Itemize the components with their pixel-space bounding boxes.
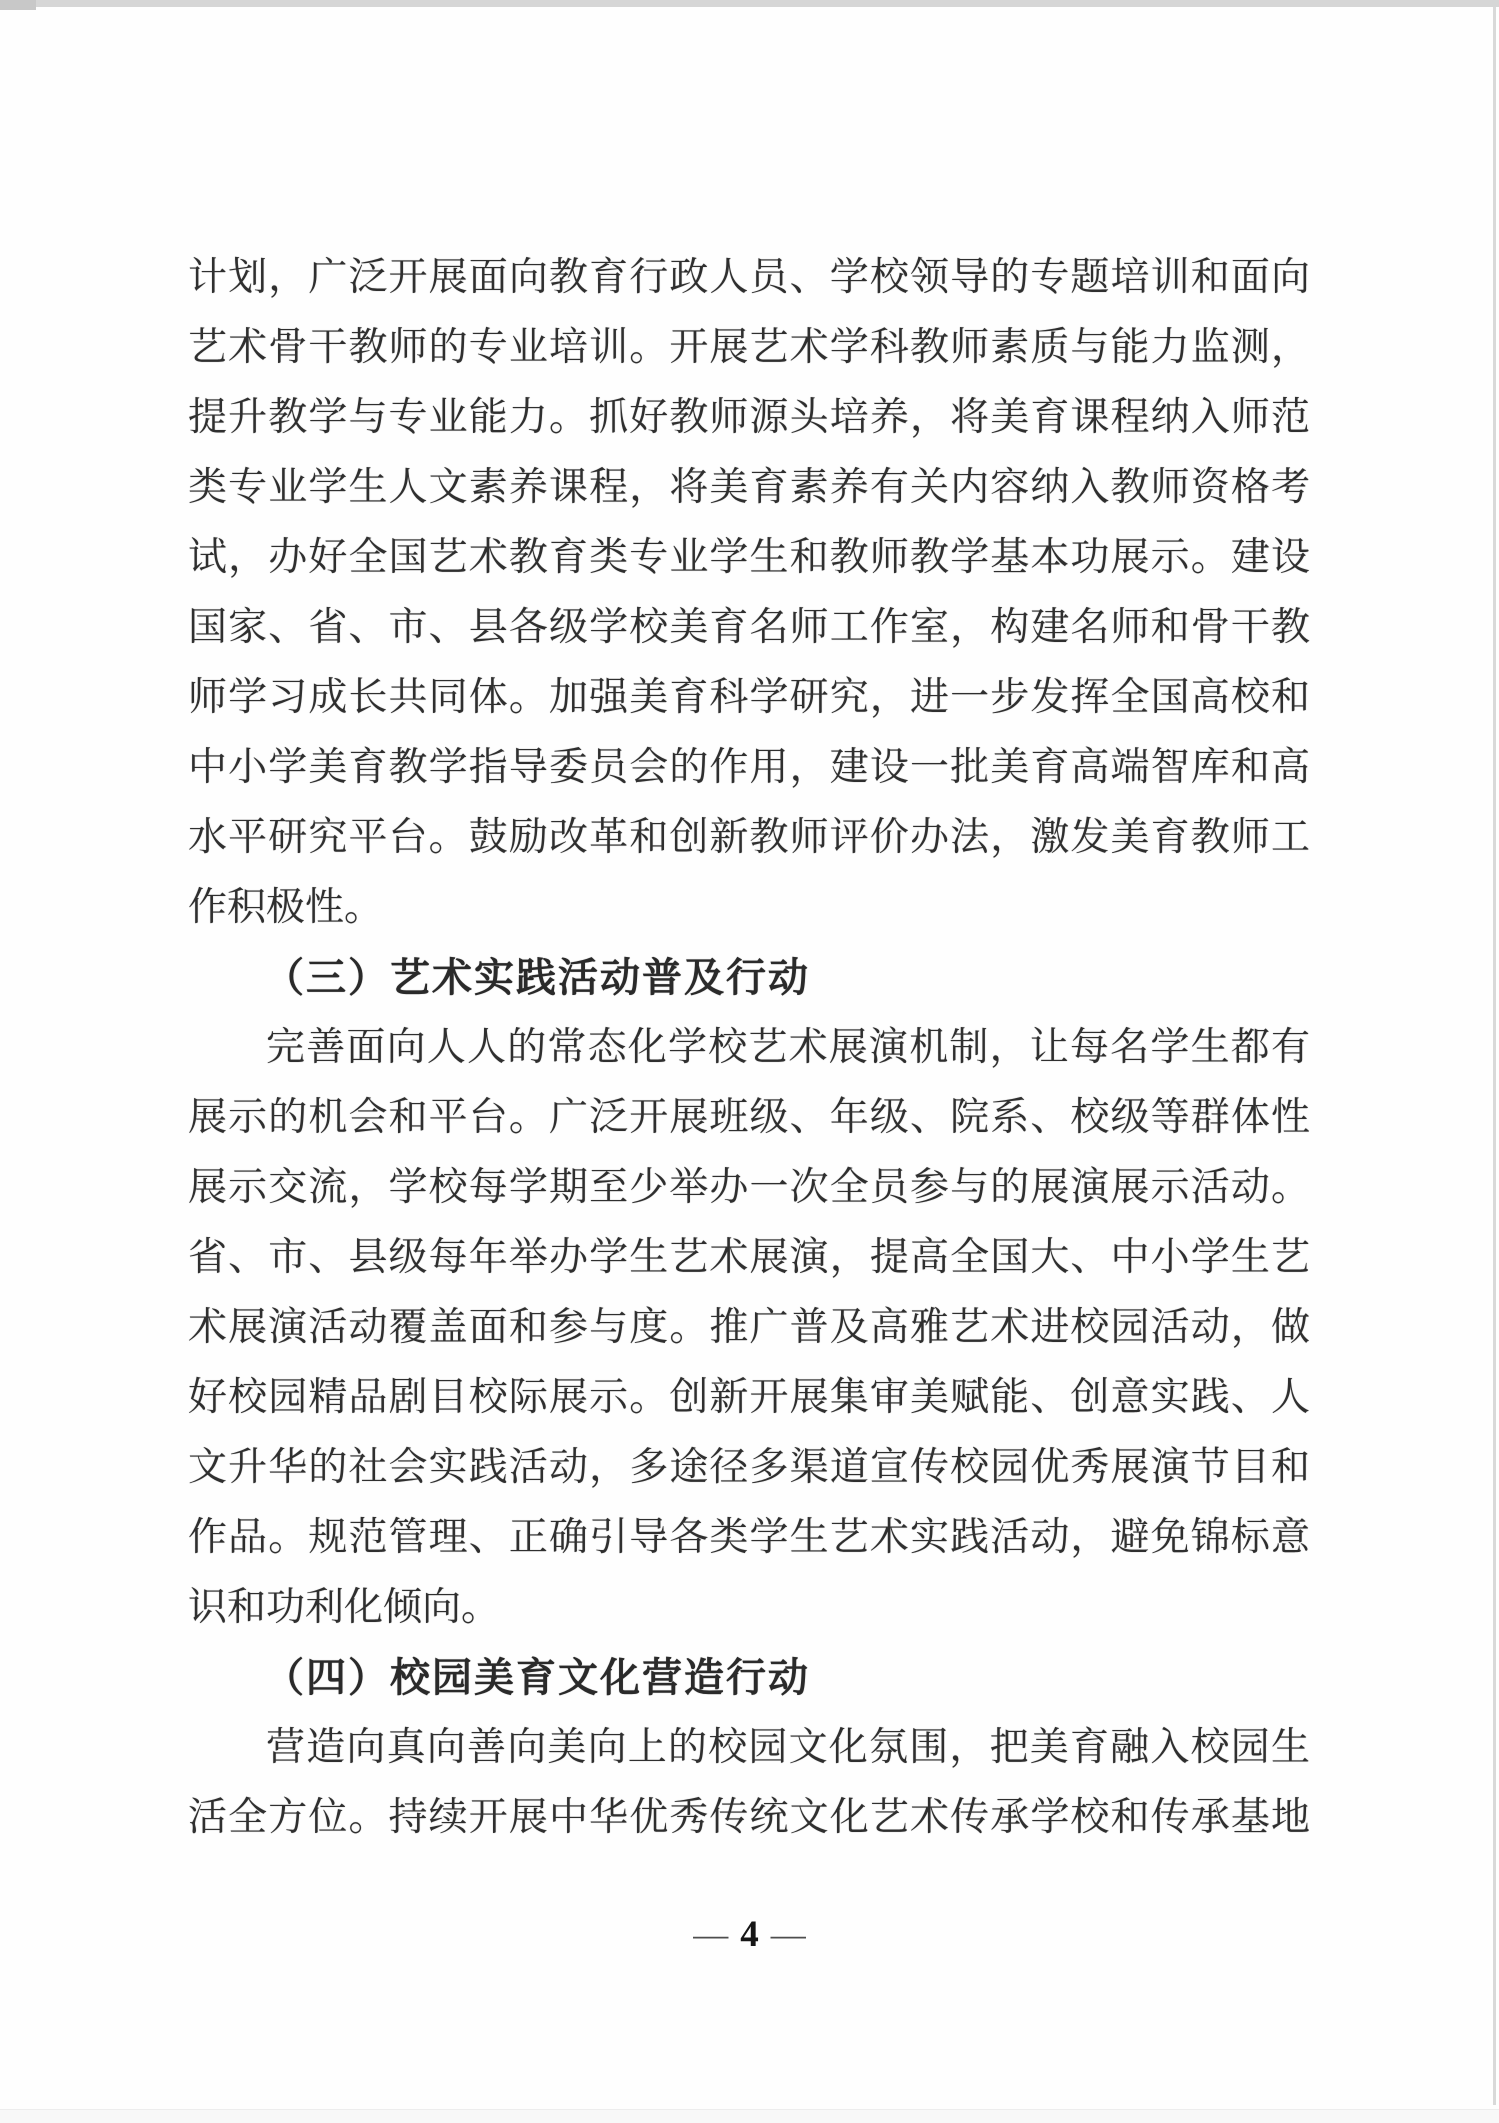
section-heading-4: （四）校园美育文化营造行动 [264,1655,810,1700]
text-line: 省、市、县级每年举办学生艺术展演，提高全国大、中小学生艺 [188,1236,1310,1279]
page-number-dash-left: — [693,1915,729,1954]
text-line: 师学习成长共同体。加强美育科学研究，进一步发挥全国高校和 [188,676,1310,719]
text-line: 艺术骨干教师的专业培训。开展艺术学科教师素质与能力监测， [188,326,1310,369]
scan-edge-right [1493,7,1496,2105]
text-line: 营造向真向善向美向上的校园文化氛围，把美育融入校园生 [266,1726,1310,1769]
text-line: 国家、省、市、县各级学校美育名师工作室，构建名师和骨干教 [188,606,1310,649]
text-line: 类专业学生人文素养课程，将美育素养有关内容纳入教师资格考 [188,466,1310,509]
text-line: 好校园精品剧目校际展示。创新开展集审美赋能、创意实践、人 [188,1376,1310,1419]
scan-edge-top [0,0,1499,7]
text-line: 计划，广泛开展面向教育行政人员、学校领导的专题培训和面向 [188,256,1310,299]
section-heading-3: （三）艺术实践活动普及行动 [264,955,810,1000]
page-number [0,1905,1499,1965]
page-number-value: 4 [740,1914,759,1955]
scan-edge-bottom [0,2109,1499,2123]
page-number-dash-right: — [770,1915,806,1954]
text-line: 作积极性。 [188,886,384,929]
scan-edge-top-corner [0,0,36,10]
text-line: 提升教学与专业能力。抓好教师源头培养，将美育课程纳入师范 [188,396,1310,439]
text-line: 作品。规范管理、正确引导各类学生艺术实践活动，避免锦标意 [188,1516,1310,1559]
text-line: 水平研究平台。鼓励改革和创新教师评价办法，激发美育教师工 [188,816,1310,859]
text-line: 中小学美育教学指导委员会的作用，建设一批美育高端智库和高 [188,746,1310,789]
text-line: 展示的机会和平台。广泛开展班级、年级、院系、校级等群体性 [188,1096,1310,1139]
text-line: 完善面向人人的常态化学校艺术展演机制，让每名学生都有 [266,1026,1310,1069]
text-line: 识和功利化倾向。 [188,1586,501,1629]
text-line: 活全方位。持续开展中华优秀传统文化艺术传承学校和传承基地 [188,1796,1310,1839]
document-body [188,243,1310,1853]
text-line: 试，办好全国艺术教育类专业学生和教师教学基本功展示。建设 [188,536,1310,579]
text-line: 展示交流，学校每学期至少举办一次全员参与的展演展示活动。 [188,1166,1310,1209]
text-line: 文升华的社会实践活动，多途径多渠道宣传校园优秀展演节目和 [188,1446,1310,1489]
text-line: 术展演活动覆盖面和参与度。推广普及高雅艺术进校园活动，做 [188,1306,1310,1349]
